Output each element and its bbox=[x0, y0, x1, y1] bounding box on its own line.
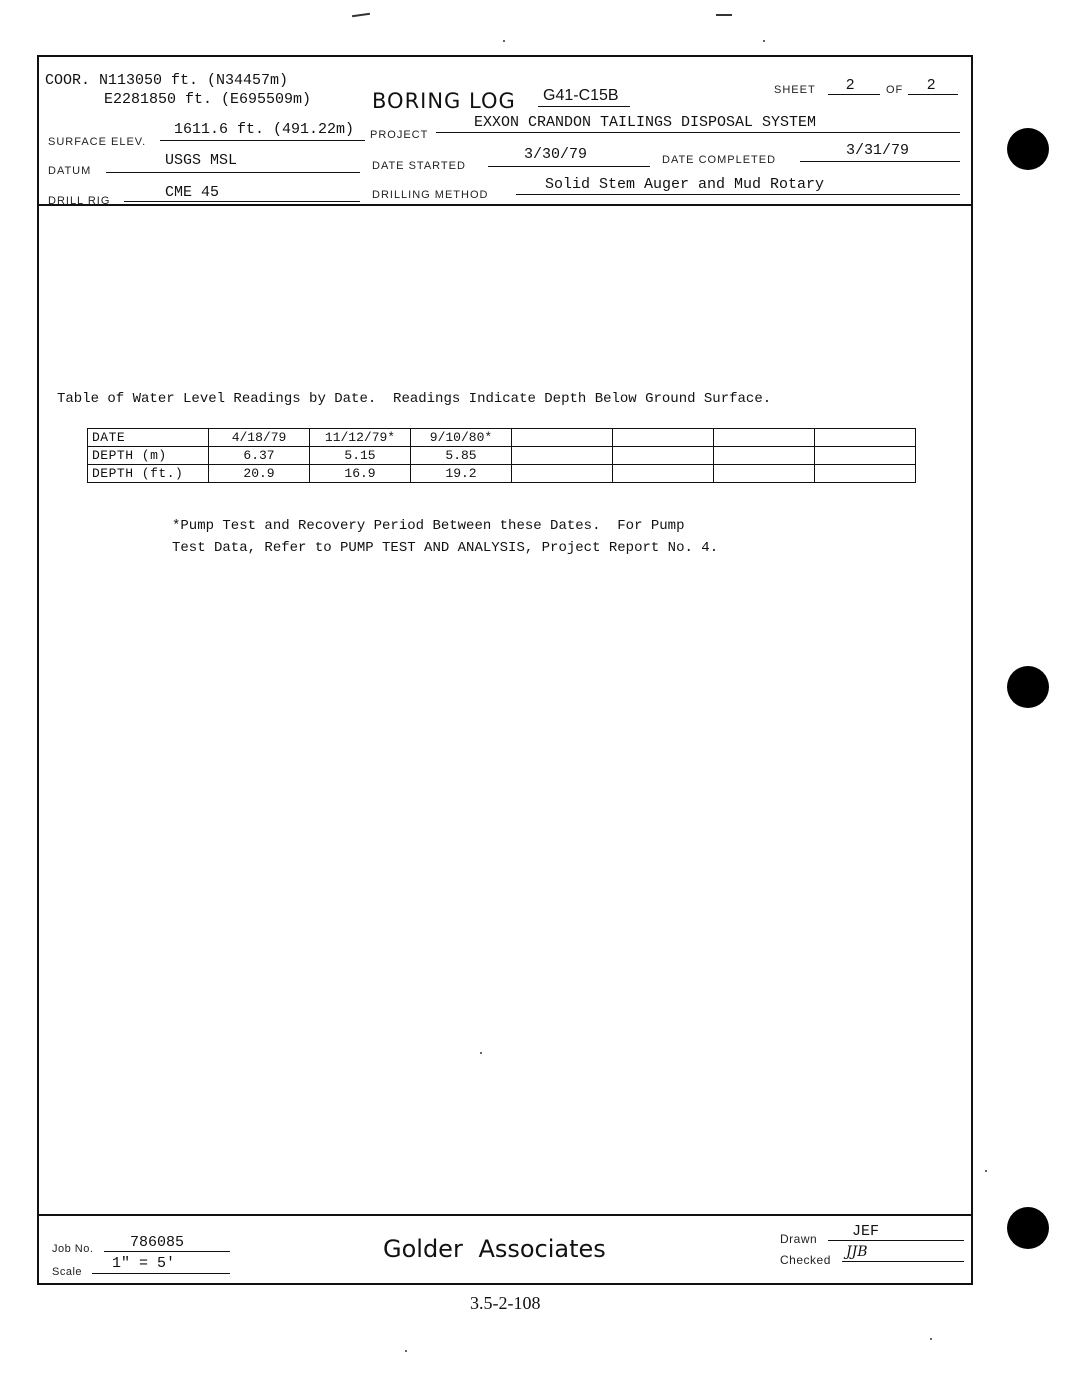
footnote-line-1: *Pump Test and Recovery Period Between these Dates. For Pump bbox=[172, 518, 685, 534]
table-cell: 19.2 bbox=[411, 465, 512, 483]
table-row bbox=[88, 429, 916, 447]
table-cell: 5.15 bbox=[310, 447, 411, 465]
table-cell: 5.85 bbox=[411, 447, 512, 465]
boring-log-title: BORING LOG bbox=[372, 89, 516, 113]
date-started-value: 3/30/79 bbox=[524, 146, 588, 163]
scale-value: 1" = 5' bbox=[112, 1255, 176, 1272]
table-cell bbox=[613, 447, 714, 465]
coordinates-east: E2281850 ft. (E695509m) bbox=[104, 91, 312, 108]
table-row bbox=[88, 465, 916, 483]
drawn-label: Drawn bbox=[780, 1232, 818, 1246]
water-level-table bbox=[87, 428, 916, 483]
table-cell: 9/10/80* bbox=[411, 429, 512, 447]
drawn-value: JEF bbox=[852, 1223, 880, 1240]
sheet-number: 2 bbox=[846, 76, 855, 93]
row-label: DATE bbox=[88, 429, 209, 447]
table-cell bbox=[512, 465, 613, 483]
date-completed-label: DATE COMPLETED bbox=[662, 154, 777, 166]
surface-elev-value: 1611.6 ft. (491.22m) bbox=[174, 121, 355, 138]
scan-mark bbox=[716, 14, 732, 16]
drilling-method-label: DRILLING METHOD bbox=[372, 189, 489, 201]
coordinates-north: COOR. N113050 ft. (N34457m) bbox=[45, 72, 289, 89]
project-label: PROJECT bbox=[370, 129, 429, 141]
binder-hole-middle bbox=[1007, 666, 1049, 708]
scan-mark bbox=[352, 13, 370, 17]
datum-label: DATUM bbox=[48, 165, 92, 177]
table-cell: 4/18/79 bbox=[209, 429, 310, 447]
project-value: EXXON CRANDON TAILINGS DISPOSAL SYSTEM bbox=[474, 114, 817, 131]
table-cell bbox=[815, 429, 916, 447]
table-cell bbox=[613, 429, 714, 447]
table-cell: 16.9 bbox=[310, 465, 411, 483]
binder-hole-top bbox=[1007, 128, 1049, 170]
table-cell bbox=[512, 429, 613, 447]
drilling-method-value: Solid Stem Auger and Mud Rotary bbox=[545, 176, 825, 193]
log-id: G41-C15B bbox=[543, 87, 619, 104]
surface-elev-label: SURFACE ELEV. bbox=[48, 136, 147, 148]
table-cell: 6.37 bbox=[209, 447, 310, 465]
table-row bbox=[88, 447, 916, 465]
drill-rig-label: DRILL RIG bbox=[48, 195, 111, 207]
boring-log-frame bbox=[37, 55, 973, 1285]
table-cell bbox=[714, 429, 815, 447]
table-cell bbox=[815, 447, 916, 465]
of-label: OF bbox=[886, 84, 904, 96]
table-cell: 11/12/79* bbox=[310, 429, 411, 447]
checked-initials: JJB bbox=[846, 1244, 868, 1260]
table-cell bbox=[815, 465, 916, 483]
date-started-label: DATE STARTED bbox=[372, 160, 466, 172]
page-number: 3.5-2-108 bbox=[470, 1293, 541, 1313]
footnote-line-2: Test Data, Refer to PUMP TEST AND ANALYSIS, Project Report No. 4. bbox=[172, 540, 719, 556]
sheet-label: SHEET bbox=[774, 84, 816, 96]
datum-value: USGS MSL bbox=[165, 152, 238, 169]
sheet-total: 2 bbox=[927, 76, 936, 93]
header-divider bbox=[37, 204, 973, 206]
date-completed-value: 3/31/79 bbox=[846, 142, 910, 159]
row-label: DEPTH (ft.) bbox=[88, 465, 209, 483]
job-no-label: Job No. bbox=[52, 1243, 94, 1255]
binder-hole-bottom bbox=[1007, 1207, 1049, 1249]
scale-label: Scale bbox=[52, 1266, 83, 1278]
table-cell bbox=[613, 465, 714, 483]
job-no-value: 786085 bbox=[130, 1234, 185, 1251]
table-cell bbox=[512, 447, 613, 465]
table-cell bbox=[714, 465, 815, 483]
table-cell: 20.9 bbox=[209, 465, 310, 483]
drill-rig-value: CME 45 bbox=[165, 184, 220, 201]
table-caption: Table of Water Level Readings by Date. Readings Indicate Depth Below Ground Surface. bbox=[57, 391, 772, 407]
company-name: Golder Associates bbox=[383, 1235, 606, 1263]
row-label: DEPTH (m) bbox=[88, 447, 209, 465]
footer-divider bbox=[37, 1214, 973, 1216]
table-cell bbox=[714, 447, 815, 465]
checked-label: Checked bbox=[780, 1253, 831, 1267]
